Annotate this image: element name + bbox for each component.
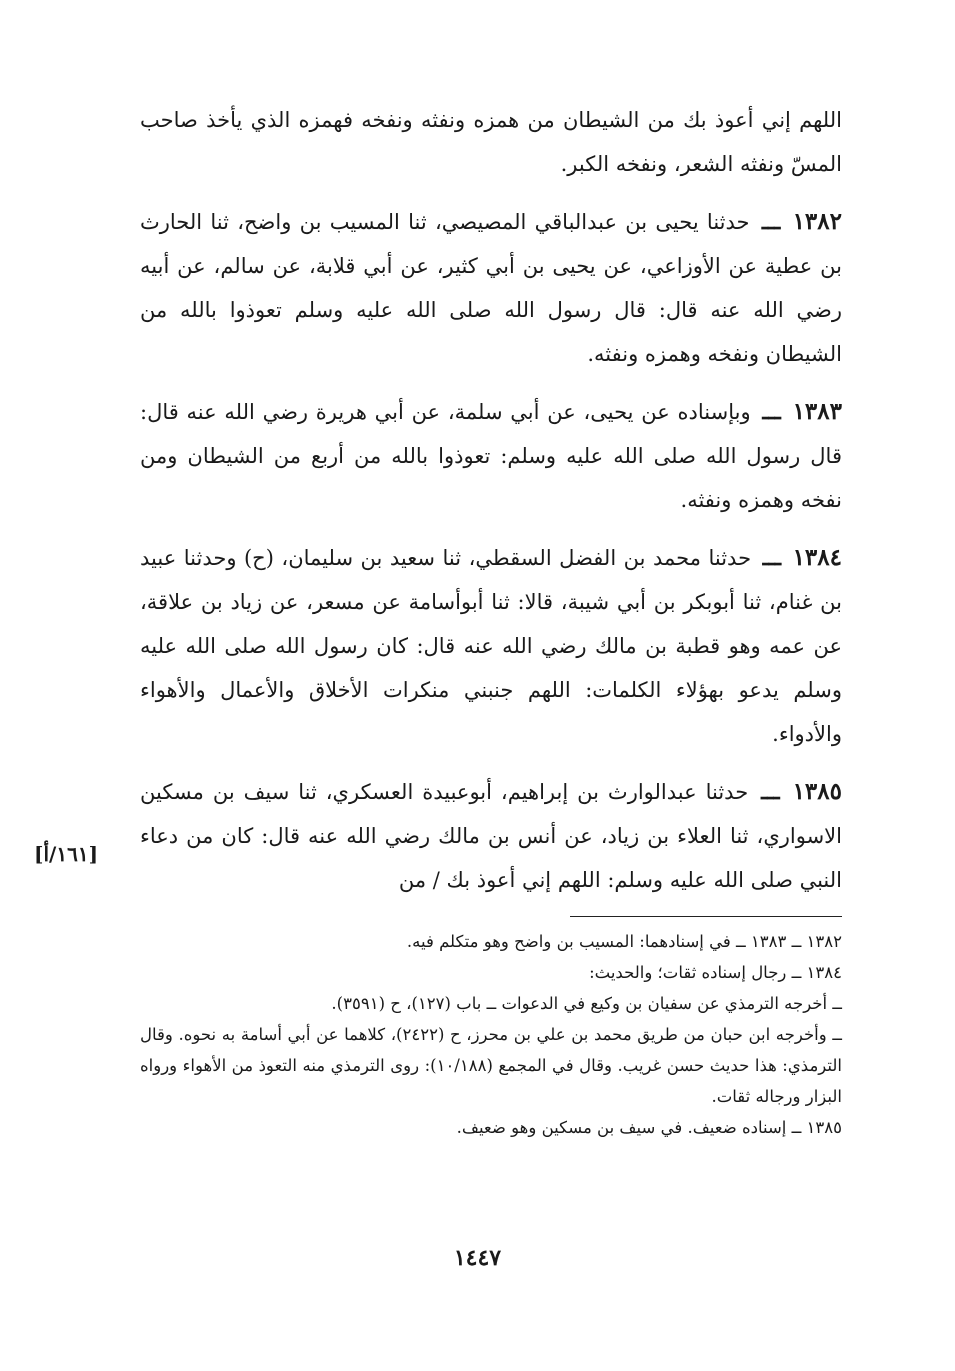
page-number: ١٤٤٧ [453,1245,502,1271]
hadith-dash: ـــ [761,779,780,804]
hadith-text: وبإسناده عن يحيى، عن أبي سلمة، عن أبي هريرة رضي الله عنه قال: قال رسول الله صلى الله عليه وسلم: تعوذوا بالله من أربع من الشيطان ومن نفخه وهمزه ونفثه. [140,400,842,512]
hadith-text: حدثنا يحيى بن عبدالباقي المصيصي، ثنا المسيب بن واضح، ثنا الحارث بن عطية عن الأوزاعي، عن يحيى بن أبي كثير، عن أبي قلابة، عن سالم، عن أبيه رضي الله عنه قال: قال رسول الله صلى الله عليه وسلم تعوذوا بالله من الشيطان ونفخه وهمزه ونفثه. [140,210,842,366]
footnote: ــ وأخرجه ابن حبان من طريق محمد بن علي بن محرز، ح (٢٤٢٢)، كلاهما عن أبي أسامة به نحوه. وقال الترمذي: هذا حديث حسن غريب. وقال في المجمع (١٠/١٨٨): روى الترمذي منه التعوذ من الأهواء ورواه البزار ورجاله ثقات. [140,1025,842,1106]
hadith-number: ١٣٨٢ [792,208,842,235]
hadith-1385 [140,770,842,902]
intro-paragraph [140,98,842,186]
footnote: ١٣٨٤ ــ رجال إسناده ثقات؛ والحديث: [589,963,842,982]
hadith-dash: ـــ [762,545,782,570]
footnote: ــ أخرجه الترمذي عن سفيان بن وكيع في الدعوات ــ باب (١٢٧)، ح (٣٥٩١). [331,994,842,1013]
hadith-1384 [140,536,842,756]
hadith-dash: ـــ [762,399,781,424]
footnote-divider [570,916,842,917]
hadith-dash: ـــ [761,209,781,234]
hadith-text: حدثنا عبدالوارث بن إبراهيم، أبوعبيدة العسكري، ثنا سيف بن مسكين الاسواري، ثنا العلاء بن زياد، عن أنس بن مالك رضي الله عنه قال: كان من دعاء النبي صلى الله عليه وسلم: اللهم إني أعوذ بك / من [140,780,842,892]
hadith-1382 [140,200,842,376]
footnote: ١٣٨٥ ــ إسناده ضعيف. في سيف بن مسكين وهو ضعيف. [456,1118,842,1137]
hadith-number: ١٣٨٤ [792,544,842,571]
intro-text: اللهم إني أعوذ بك من الشيطان من همزه ونفثه ونفخه فهمزه الذي يأخذ صاحب المسّ ونفثه الشعر، ونفخه الكبر. [140,108,842,176]
margin-folio-reference: [١٦١/أ] [34,842,99,866]
hadith-1383 [140,390,842,522]
hadith-number: ١٣٨٣ [792,398,842,425]
hadith-number: ١٣٨٥ [792,778,842,805]
footnote: ١٣٨٢ ــ ١٣٨٣ ــ في إسنادهما: المسيب بن واضح وهو متكلم فيه. [406,932,842,951]
footnotes [140,926,842,1143]
hadith-text: حدثنا محمد بن الفضل السقطي، ثنا سعيد بن سليمان، (ح) وحدثنا عبيد بن غنام، ثنا أبوبكر بن أبي شيبة، قالا: ثنا أبوأسامة عن مسعر، عن زياد بن علاقة، عن عمه وهو قطبة بن مالك رضي الله عنه قال: كان رسول الله صلى الله عليه وسلم يدعو بهؤلاء الكلمات: اللهم جنبني منكرات الأخلاق والأعمال والأهواء والأدواء. [140,546,842,746]
main-text [140,98,842,916]
